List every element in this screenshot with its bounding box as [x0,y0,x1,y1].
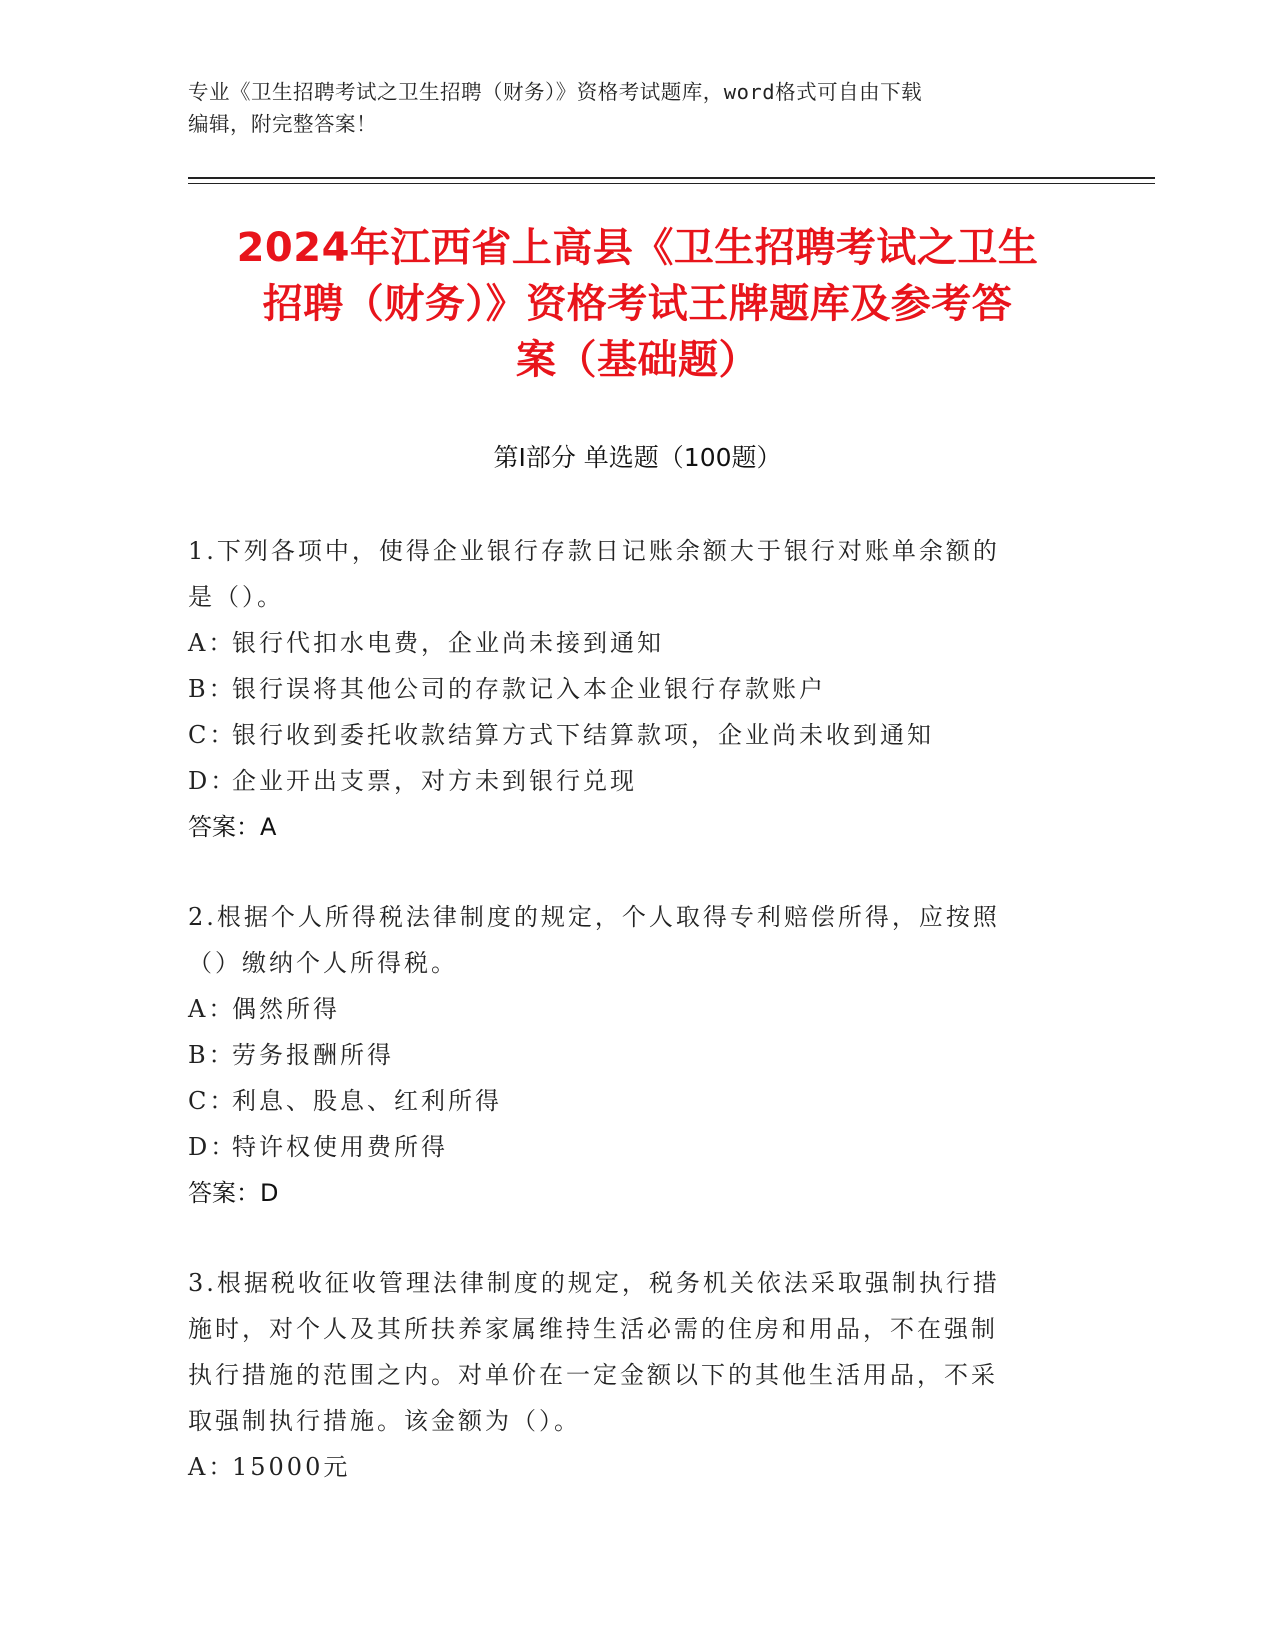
document-title-line-3: 案（基础题） [516,337,759,383]
question-1-stem-line-1: 1.下列各项中，使得企业银行存款日记账余额大于银行对账单余额的 [188,537,1000,565]
option-text: 利息、股息、红利所得 [232,1087,502,1115]
question-2-option-b [188,1032,1068,1078]
question-3-stem-line-2: 施时，对个人及其所扶养家属维持生活必需的住房和用品，不在强制 [188,1315,998,1343]
question-2-stem-line-1: 2.根据个人所得税法律制度的规定，个人取得专利赔偿所得，应按照 [188,903,1000,931]
option-key: C： [188,721,237,749]
question-2-option-d [188,1124,1068,1170]
option-text: 银行代扣水电费，企业尚未接到通知 [232,629,664,657]
question-2-answer: 答案：D [188,1179,279,1207]
header-note-line-2: 编辑，附完整答案！ [188,112,377,136]
option-text: 特许权使用费所得 [232,1133,448,1161]
option-text: 劳务报酬所得 [232,1041,394,1069]
header-note-line-1: 专业《卫生招聘考试之卫生招聘（财务）》资格考试题库，word格式可自由下载 [188,80,923,104]
question-2 [188,894,1068,1216]
option-key: A： [188,629,236,657]
question-3-stem-line-4: 取强制执行措施。该金额为（）。 [188,1407,581,1435]
option-text: 15000元 [232,1453,351,1481]
document-title [180,220,1095,388]
option-key: B： [188,675,236,703]
option-text: 银行误将其他公司的存款记入本企业银行存款账户 [232,675,826,703]
header-divider-thin [188,183,1155,184]
option-key: D： [188,767,238,795]
question-1-option-d [188,758,1068,804]
question-3-stem-line-1: 3.根据税收征收管理法律制度的规定，税务机关依法采取强制执行措 [188,1269,1000,1297]
option-text: 企业开出支票，对方未到银行兑现 [232,767,637,795]
question-2-option-c [188,1078,1068,1124]
question-1-option-a [188,620,1068,666]
question-1-answer: 答案：A [188,813,277,841]
question-1 [188,528,1068,850]
question-1-option-c [188,712,1068,758]
document-title-line-1: 2024年江西省上高县《卫生招聘考试之卫生 [236,225,1039,271]
section-title: 第Ⅰ部分 单选题（100题） [493,443,782,472]
question-1-option-b [188,666,1068,712]
option-key: D： [188,1133,238,1161]
header-note [188,76,1088,140]
document-title-line-2: 招聘（财务）》资格考试王牌题库及参考答 [262,281,1013,327]
header-divider-thick [188,177,1155,179]
option-key: C： [188,1087,237,1115]
question-2-stem-line-2: （）缴纳个人所得税。 [188,949,458,977]
question-3 [188,1260,1068,1490]
option-key: B： [188,1041,236,1069]
option-key: A： [188,1453,236,1481]
option-key: A： [188,995,236,1023]
question-1-stem-line-2: 是（）。 [188,583,284,611]
question-3-option-a [188,1444,1068,1490]
option-text: 偶然所得 [232,995,340,1023]
option-text: 银行收到委托收款结算方式下结算款项，企业尚未收到通知 [232,721,934,749]
question-2-option-a [188,986,1068,1032]
question-list [188,528,1068,1534]
question-3-stem-line-3: 执行措施的范围之内。对单价在一定金额以下的其他生活用品，不采 [188,1361,998,1389]
